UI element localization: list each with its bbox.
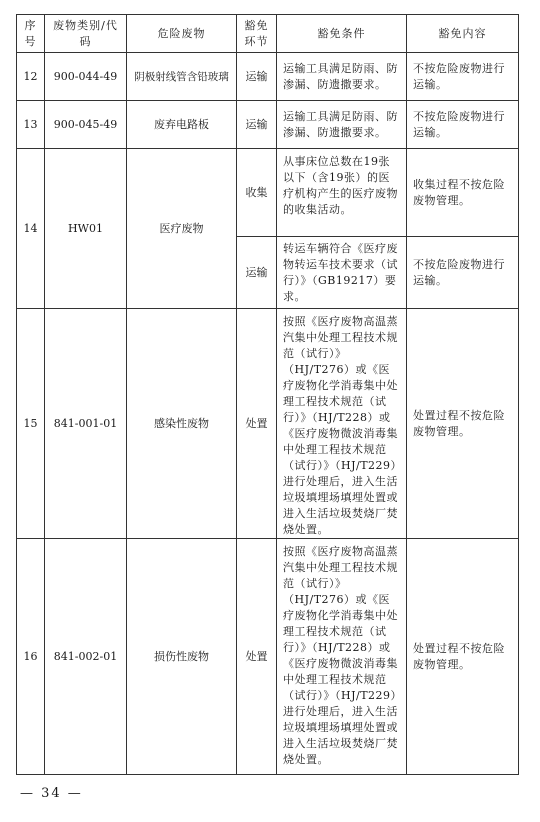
table-row <box>17 101 519 149</box>
row-code: 900-045-49 <box>45 101 127 149</box>
page-number: — 34 — <box>20 786 83 801</box>
row-content: 处置过程不按危险废物管理。 <box>407 309 519 539</box>
header-stage: 豁免环节 <box>237 15 277 53</box>
row-code: 841-002-01 <box>45 539 127 775</box>
row-content: 收集过程不按危险废物管理。 <box>407 149 519 237</box>
table-row <box>17 539 519 775</box>
row-seq: 14 <box>17 149 45 309</box>
row-code: 900-044-49 <box>45 53 127 101</box>
row-condition: 运输工具满足防雨、防渗漏、防遗撒要求。 <box>277 101 407 149</box>
row-stage: 收集 <box>237 149 277 237</box>
row-waste: 感染性废物 <box>127 309 237 539</box>
table-header-row <box>17 15 519 53</box>
row-condition: 转运车辆符合《医疗废物转运车技术要求（试行）》（GB19217）要求。 <box>277 237 407 309</box>
row-content: 不按危险废物进行运输。 <box>407 101 519 149</box>
row-seq: 12 <box>17 53 45 101</box>
header-seq: 序号 <box>17 15 45 53</box>
row-condition: 运输工具满足防雨、防渗漏、防遗撒要求。 <box>277 53 407 101</box>
row-code: HW01 <box>45 149 127 309</box>
header-waste: 危险废物 <box>127 15 237 53</box>
row-condition: 从事床位总数在19张以下（含19张）的医疗机构产生的医疗废物的收集活动。 <box>277 149 407 237</box>
row-content: 不按危险废物进行运输。 <box>407 237 519 309</box>
row-condition: 按照《医疗废物高温蒸汽集中处理工程技术规范（试行）》（HJ/T276）或《医疗废物化学消毒集中处理工程技术规范（试行）》（HJ/T228）或《医疗废物微波消毒集中处理工程技术规范（试行）》（HJ/T229）进行处理后，进入生活垃圾填埋场填埋处置或进入生活垃圾焚烧厂焚烧处置。 <box>277 539 407 775</box>
table-row <box>17 309 519 539</box>
table-row <box>17 53 519 101</box>
exemption-table <box>16 14 519 775</box>
row-seq: 16 <box>17 539 45 775</box>
row-stage: 处置 <box>237 309 277 539</box>
row-content: 不按危险废物进行运输。 <box>407 53 519 101</box>
row-waste: 医疗废物 <box>127 149 237 309</box>
row-seq: 15 <box>17 309 45 539</box>
row-code: 841-001-01 <box>45 309 127 539</box>
row-stage: 运输 <box>237 101 277 149</box>
header-content: 豁免内容 <box>407 15 519 53</box>
row-waste: 损伤性废物 <box>127 539 237 775</box>
row-seq: 13 <box>17 101 45 149</box>
table-row <box>17 149 519 237</box>
row-stage: 运输 <box>237 53 277 101</box>
row-waste: 废弃电路板 <box>127 101 237 149</box>
row-stage: 运输 <box>237 237 277 309</box>
row-content: 处置过程不按危险废物管理。 <box>407 539 519 775</box>
header-condition: 豁免条件 <box>277 15 407 53</box>
header-code: 废物类别/代码 <box>45 15 127 53</box>
row-condition: 按照《医疗废物高温蒸汽集中处理工程技术规范（试行）》（HJ/T276）或《医疗废物化学消毒集中处理工程技术规范（试行）》（HJ/T228）或《医疗废物微波消毒集中处理工程技术规范（试行）》（HJ/T229）进行处理后，进入生活垃圾填埋场填埋处置或进入生活垃圾焚烧厂焚烧处置。 <box>277 309 407 539</box>
row-waste: 阴极射线管含铅玻璃 <box>127 53 237 101</box>
row-stage: 处置 <box>237 539 277 775</box>
